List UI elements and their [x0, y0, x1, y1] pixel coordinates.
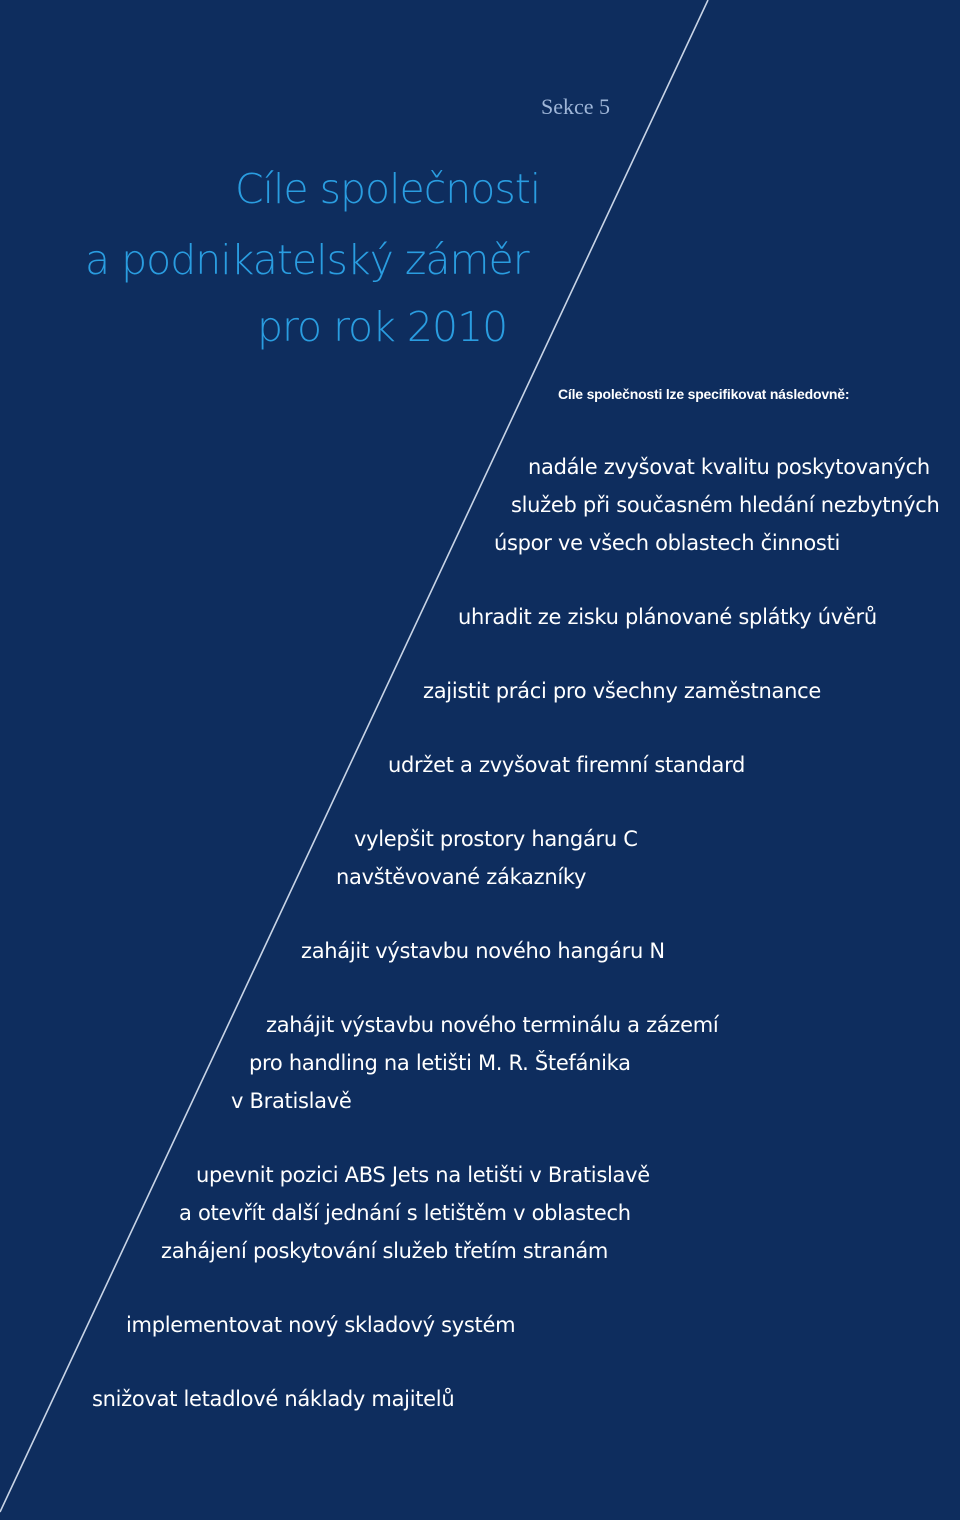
goal-item-5-line-2: navštěvované zákazníky [336, 865, 587, 889]
goal-item-5-line-1: vylepšit prostory hangáru C [354, 827, 638, 851]
goal-item-8-line-3: zahájení poskytování služeb třetím stranám [161, 1239, 609, 1263]
page-title-line-3: pro rok 2010 [257, 303, 508, 351]
goal-item-7-line-1: zahájit výstavbu nového terminálu a zázemí [266, 1013, 719, 1037]
goal-item-8-line-2: a otevřít další jednání s letištěm v oblastech [179, 1201, 631, 1225]
goal-item-1-line-1: nadále zvyšovat kvalitu poskytovaných [528, 455, 930, 479]
goal-item-8-line-1: upevnit pozici ABS Jets na letišti v Bratislavě [196, 1163, 650, 1187]
goal-item-7-line-2: pro handling na letišti M. R. Štefánika [249, 1051, 631, 1075]
goal-item-7-line-3: v Bratislavě [231, 1089, 352, 1113]
page-title-line-2: a podnikatelský záměr [85, 236, 529, 284]
goal-item-1-line-3: úspor ve všech oblastech činnosti [494, 531, 841, 555]
goal-item-6-line-1: zahájit výstavbu nového hangáru N [301, 939, 665, 963]
intro-text: Cíle společnosti lze specifikovat následovně: [558, 386, 850, 402]
goal-item-3-line-1: zajistit práci pro všechny zaměstnance [423, 679, 821, 703]
section-label: Sekce 5 [541, 94, 611, 119]
goal-item-1-line-2: služeb při současném hledání nezbytných [511, 493, 940, 517]
goal-item-10-line-1: snižovat letadlové náklady majitelů [92, 1387, 455, 1411]
page-title-line-1: Cíle společnosti [235, 165, 541, 213]
goal-item-2-line-1: uhradit ze zisku plánované splátky úvěrů [458, 605, 877, 629]
goal-item-4-line-1: udržet a zvyšovat firemní standard [388, 753, 746, 777]
goal-item-9-line-1: implementovat nový skladový systém [126, 1313, 516, 1337]
